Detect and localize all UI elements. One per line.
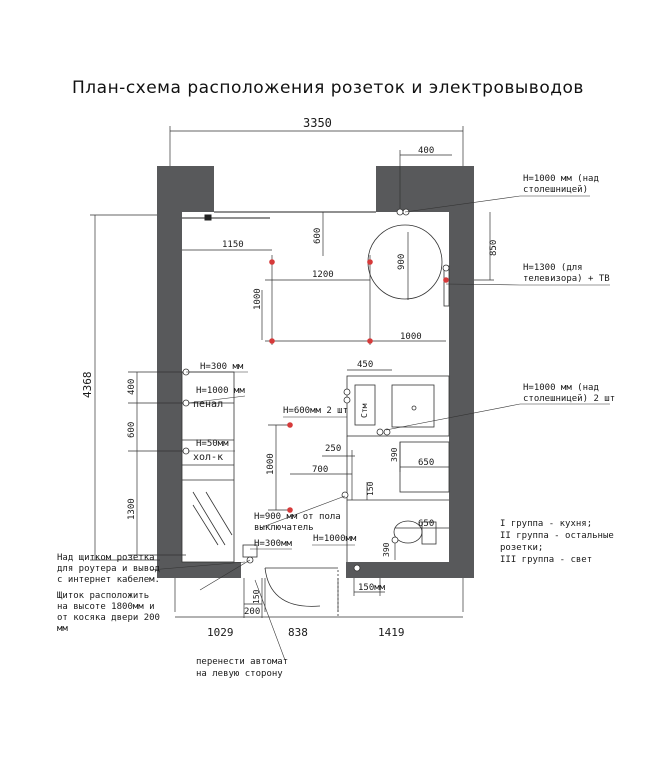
label-groups-3: розетки; (500, 543, 544, 553)
dim-850: 850 (489, 239, 499, 256)
outlet-dot (367, 259, 373, 265)
tv (444, 266, 449, 306)
dim-bottom-1029: 1029 (207, 626, 234, 639)
label-penal: пенал (193, 399, 224, 410)
fixtures (182, 225, 449, 618)
dim-1300-left: 1300 (127, 498, 137, 520)
label-h1000-top-1: Н=1000 мм (над (523, 174, 599, 184)
dim-bottom-838: 838 (288, 626, 308, 639)
wall-bottom-left (157, 562, 241, 578)
dim-1000-left: 1000 (253, 288, 263, 310)
plan-title: План-схема расположения розеток и электровыводов (72, 78, 584, 98)
dim-600-top: 600 (313, 227, 323, 244)
label-groups-1: I группа - кухня; (500, 519, 593, 529)
label-move-note-2: на левую сторону (196, 669, 283, 679)
dim-bottom-1419: 1419 (378, 626, 405, 639)
dim-150mm: 150мм (358, 583, 386, 593)
dim-400-top: 400 (418, 146, 435, 156)
wall-bottom-right (346, 562, 474, 578)
dim-450: 450 (357, 360, 374, 370)
label-h300-top: Н=300 мм (200, 362, 244, 372)
label-h900-1: Н=900 мм от пола (254, 512, 341, 522)
label-h300-bottom: Н=300мм (254, 539, 292, 549)
label-h1000-mid-2: столешницей) 2 шт (523, 394, 616, 404)
label-h1000-closet: Н=1000 мм (196, 386, 245, 396)
dim-total-width: 3350 (303, 116, 332, 130)
label-groups-4: III группа - свет (500, 555, 593, 565)
dim-650-a: 650 (418, 458, 435, 468)
label-h1000-bottom: Н=1000мм (313, 534, 357, 544)
label-h1300-1: Н=1300 (для (523, 263, 583, 273)
wall-top-left-pier (157, 166, 214, 212)
dim-1000-kitchen: 1000 (266, 453, 276, 475)
outlet-dot (269, 259, 275, 265)
label-fridge: хол-к (193, 452, 224, 463)
dim-600-left: 600 (127, 421, 137, 438)
label-washer: Стм (360, 403, 369, 418)
dim-150-a: 150 (366, 481, 375, 496)
dim-400-left: 400 (127, 378, 137, 395)
label-shield-note-1: Щиток расположить (57, 591, 150, 601)
label-h600: Н=600мм 2 шт (283, 406, 349, 416)
dim-390-b: 390 (382, 542, 391, 557)
outlet-dot (443, 277, 449, 283)
dim-900: 900 (397, 253, 407, 270)
wall-top-right-pier (376, 166, 474, 212)
entrance-door (265, 568, 338, 606)
outlet-dot (269, 338, 275, 344)
label-groups-2: II группа - остальные (500, 531, 614, 541)
dim-150-b: 150 (252, 589, 261, 604)
wall-right (449, 166, 474, 578)
outlets (269, 259, 449, 513)
label-h50: Н=50мм (196, 439, 229, 449)
dim-1000-mid: 1000 (400, 332, 422, 342)
label-shield-note-3: от косяка двери 200 (57, 613, 160, 623)
label-panel-note-3: с интернет кабелем. (57, 575, 160, 585)
label-h1300-2: телевизора) + ТВ (523, 274, 610, 284)
label-h1000-mid-1: Н=1000 мм (над (523, 383, 599, 393)
label-panel-note-2: для роутера и вывод (57, 564, 160, 574)
label-h900-2: выключатель (254, 523, 314, 533)
dim-390-a: 390 (390, 447, 399, 462)
dim-650-b: 650 (418, 519, 435, 529)
dim-700: 700 (312, 465, 329, 475)
window (182, 212, 376, 220)
label-shield-note-4: мм (57, 624, 68, 634)
dim-250: 250 (325, 444, 342, 454)
label-panel-note-1: Над щитком розетка (57, 553, 155, 563)
label-move-note-1: перенести автомат (196, 657, 289, 667)
outlet-dot (287, 422, 293, 428)
dim-1200: 1200 (312, 270, 334, 280)
dim-1150: 1150 (222, 240, 244, 250)
dim-200: 200 (244, 607, 261, 617)
label-h1000-top-2: столешницей) (523, 185, 589, 195)
outlet-dot (367, 338, 373, 344)
label-shield-note-2: на высоте 1800мм и (57, 602, 155, 612)
dim-total-height: 4368 (81, 371, 94, 398)
